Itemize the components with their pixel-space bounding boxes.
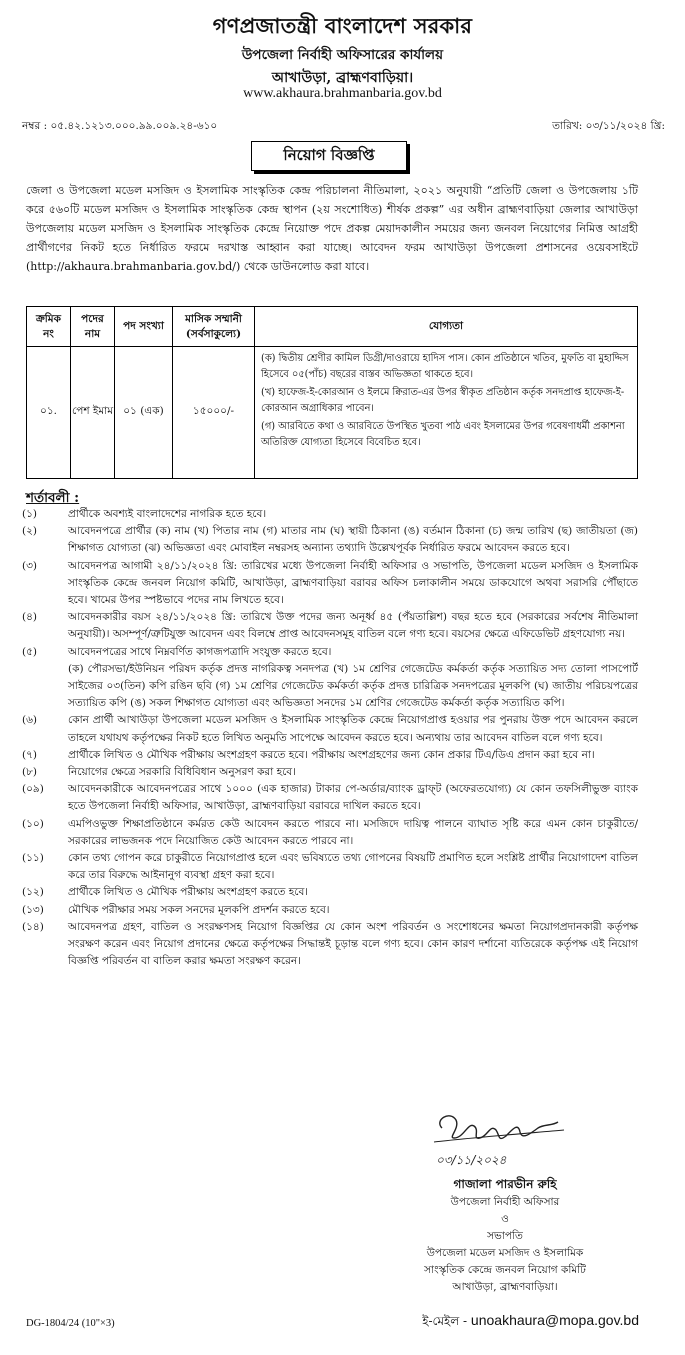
qualification-item: (খ) হাফেজ-ই-কোরআন ও ইলমে ক্বিরাত-এর উপর স্বীকৃত প্রতিষ্ঠান কর্তৃক সনদপ্রাপ্ত হাফেজ-ই-কোরআন অগ্রাধিকার পাবেন।: [261, 386, 625, 415]
condition-number: (১০): [22, 817, 44, 830]
condition-number: (২): [22, 525, 38, 538]
condition-number: (৫): [22, 645, 38, 658]
cell-post-name: পেশ ইমাম: [71, 347, 115, 479]
email-line: [422, 1312, 639, 1333]
cell-serial: ০১.: [27, 347, 71, 479]
condition-number: (১৩): [22, 903, 44, 916]
email-label: ই-মেইল -: [422, 1314, 468, 1328]
condition-number: (১): [22, 508, 38, 520]
signer-and: ও: [501, 1213, 509, 1225]
condition-item: [22, 781, 638, 815]
condition-text: প্রার্থীকে লিখিত ও মৌখিক পরীক্ষায় অংশগ্রহণ করতে হবে।: [68, 886, 309, 899]
condition-item: [22, 902, 638, 919]
condition-item: [22, 884, 638, 901]
committee-line-1: উপজেলা মডেল মসজিদ ও ইসলামিক: [426, 1247, 584, 1259]
memo-number: নম্বর : ০৫.৪২.১২১৩.০০০.৯৯.০০৯.২৪-৬১০: [22, 120, 218, 132]
condition-item: [22, 506, 638, 523]
condition-item: [22, 523, 638, 557]
condition-number: (৮): [22, 766, 38, 779]
header-post-name: পদের নাম: [71, 307, 115, 347]
header-post-count: পদ সংখ্যা: [115, 307, 173, 347]
header-serial: ক্রমিক নং: [27, 307, 71, 347]
condition-text: এমপিওভুক্ত শিক্ষাপ্রতিষ্ঠানে কর্মরত কেউ আবেদন করতে পারবে না। মসজিদে দায়িত্ব পালনে ব্যাঘাত সৃষ্টি করে এমন কোন চাকুরীতে/সরকারের লাভজনক পদে নিয়োজিত কেউ আবেদন করতে পারবে না।: [68, 817, 638, 847]
posts-table: [26, 306, 638, 479]
condition-number: (১১): [22, 852, 44, 865]
cell-salary: ১৫০০০/-: [173, 347, 255, 479]
website-link[interactable]: www.akhaura.brahmanbaria.gov.bd: [243, 86, 442, 101]
handwritten-signature: [428, 1108, 568, 1170]
condition-item: [22, 558, 638, 610]
condition-text: আবেদনপত্র আগামী ২৪/১১/২০২৪ খ্রি: তারিখের মধ্যে উপজেলা নির্বাহী অফিসার ও সভাপতি, উপজেলা মডেল মসজিদ ও ইসলামিক সাংস্কৃতিক কেন্দ্রে জনবল নিয়োগ কমিটি, আখাউড়া, ব্রাহ্মণবাড়িয়া বরাবর অফিস চলাকালীন সময়ে ডাকযোগে অথবা সরাসরি পৌঁছাতে হবে। খামের উপর স্পষ্টভাবে পদের নাম লিখতে হবে।: [68, 559, 638, 607]
condition-text: আবেদনকারীকে আবেদনপত্রের সাথে ১০০০ (এক হাজার) টাকার পে-অর্ডার/ব্যাংক ড্রাফ্‌ট (অফেরতযোগ্য) যে কোন তফসিলীভুক্ত ব্যাংক হতে উপজেলা নির্বাহী অফিসার, আখাউড়া, ব্রাহ্মণবাড়িয়া বরাবরে দাখিল করতে হবে।: [68, 783, 638, 813]
cell-post-count: ০১ (এক): [115, 347, 173, 479]
cell-qualifications: [255, 347, 638, 479]
signer-designation: উপজেলা নির্বাহী অফিসার: [450, 1196, 560, 1208]
condition-text: আবেদনপত্রে প্রার্থীর (ক) নাম (খ) পিতার নাম (গ) মাতার নাম (ঘ) স্থায়ী ঠিকানা (ঙ) বর্তমান ঠিকানা (চ) জন্ম তারিখ (ছ) জাতীয়তা (জ) শিক্ষাগত যোগ্যতা (ঝ) অভিজ্ঞতা এবং মোবাইল নম্বরসহ অন্যান্য তথ্যাদি উল্লেখপূর্বক নির্ধারিত ফরমে আবেদন করতে হবে।: [68, 525, 638, 555]
qualification-item: (গ) আরবিতে কথা ও আরবিতে উপস্থিত খুতবা পাঠ এবং ইসলামের উপর গবেষণাধর্মী প্রকাশনা অতিরিক্ত যোগ্যতা হিসেবে বিবেচিত হবে।: [261, 420, 625, 449]
location-heading: আখাউড়া, ব্রাহ্মণবাড়িয়া।: [271, 70, 414, 86]
condition-text: প্রার্থীকে লিখিত ও মৌখিক পরীক্ষায় অংশগ্রহণ করতে হবে। পরীক্ষায় অংশগ্রহণের জন্য কোন প্রকার টিএ/ডিএ প্রদান করা হবে না।: [68, 748, 595, 761]
condition-text: প্রার্থীকে অবশ্যই বাংলাদেশের নাগরিক হতে হবে।: [68, 508, 267, 520]
committee-line-2: সাংস্কৃতিক কেন্দ্রে জনবল নিয়োগ কমিটি: [424, 1264, 586, 1276]
condition-text: নিয়োগের ক্ষেত্রে সরকারি বিধিবিধান অনুসরণ করা হবে।: [68, 766, 296, 779]
condition-text: আবেদনপত্রের সাথে নিম্নবর্ণিত কাগজপত্রাদি সংযুক্ত করতে হবে। (ক) পৌরসভা/ইউনিয়ন পরিষদ কর্তৃক প্রদত্ত নাগরিকত্ব সনদপত্র (খ) ১ম শ্রেণির গেজেটেড কর্মকর্তা কর্তৃক সত্যায়িত সদ্য তোলা পাসপোর্ট সাইজের ০৩(তিন) কপি রঙিন ছবি (গ) ১ম শ্রেণির গেজেটেড কর্মকর্তা কর্তৃক প্রদত্ত চারিত্রিক সনদপত্রের মূলকপি (ঘ) জাতীয় পরিচয়পত্রের সত্যায়িত কপি (ঙ) সকল শিক্ষাগত যোগ্যতা এবং অভিজ্ঞতা সনদের ১ম শ্রেণির গেজেটেড কর্মকর্তা কর্তৃক সত্যায়িত কপি।: [68, 645, 638, 710]
email-address[interactable]: unoakhaura@mopa.gov.bd: [470, 1312, 639, 1328]
government-heading: গণপ্রজাতন্ত্রী বাংলাদেশ সরকার: [212, 13, 473, 38]
condition-item: [22, 919, 638, 971]
qualification-item: (ক) দ্বিতীয় শ্রেণীর কামিল ডিগ্রী/দাওরায়ে হাদিস পাস। কোন প্রতিষ্ঠানে খতিব, মুফতি বা মুহাদ্দিস হিসেবে ০৫(পাঁচ) বছরের বাস্তব অভিজ্ঞতা থাকতে হবে।: [261, 353, 629, 381]
condition-item: [22, 644, 638, 713]
condition-number: (০৯): [22, 783, 44, 796]
condition-text: কোন তথ্য গোপন করে চাকুরীতে নিয়োগপ্রাপ্ত হলে এবং ভবিষ্যতে তথ্য গোপনের বিষয়টি প্রমাণিত হলে সংশ্লিষ্ট প্রার্থীর নিয়োগাদেশ বাতিল করে তার বিরুদ্ধে আইনানুগ ব্যবস্থা গ্রহণ করা হবে।: [68, 852, 638, 882]
conditions-list: [22, 506, 638, 970]
memo-date: তারিখ: ০৩/১১/২০২৪ খ্রি:: [552, 120, 665, 132]
header-qualification: যোগ্যতা: [255, 307, 638, 347]
intro-paragraph: জেলা ও উপজেলা মডেল মসজিদ ও ইসলামিক সাংস্কৃতিক কেন্দ্র পরিচালনা নীতিমালা, ২০২১ অনুযায়ী “প্রতিটি জেলা ও উপজেলায় ১টি করে ৫৬০টি মডেল মসজিদ ও ইসলামিক সাংস্কৃতিক কেন্দ্র স্থাপন (২য় সংশোধিত) শীর্ষক প্রকল্প” এর অধীন ব্রাহ্মণবাড়িয়া জেলার আখাউড়া উপজেলায় মডেল মসজিদ ও ইসলামিক সাংস্কৃতিক কেন্দ্রে নিয়োক্ত পদে প্রকল্প মেয়াদকালীন সময়ের জন্য জনবল নিয়োগের নিমিত্ত আগ্রহী প্রার্থীগণের নিকট হতে নির্ধারিত ফরমে দরখাস্ত আহ্বান করা যাচ্ছে। আবেদন ফরম আখাউড়া উপজেলা প্রশাসনের ওয়েবসাইটে (http://akhaura.brahmanbaria.gov.bd/) থেকে ডাউনলোড করা যাবে।: [26, 184, 638, 273]
condition-text: আবেদনকারীর বয়স ২৪/১১/২০২৪ খ্রি: তারিখে উক্ত পদের জন্য অনূর্ধ্ব ৪৫ (পঁয়তাল্লিশ) বছর হতে হবে (সরকারের সর্বশেষ নীতিমালা অনুযায়ী)। অসম্পূর্ণ/ত্রুটিযুক্ত আবেদন এবং বিলম্বে প্রাপ্ত আবেদনসমূহ বাতিল বলে গণ্য হবে। বয়সের ক্ষেত্রে এফিডেভিট গ্রহণযোগ্য নয়।: [68, 611, 638, 641]
conditions-title: শর্তাবলী :: [26, 490, 80, 506]
condition-item: [22, 850, 638, 884]
signer-role: সভাপতি: [487, 1230, 523, 1242]
table-header-row: [27, 307, 638, 347]
notice-title: নিয়োগ বিজ্ঞপ্তি: [251, 141, 407, 171]
condition-number: (৩): [22, 559, 38, 572]
table-row: [27, 347, 638, 479]
condition-number: (১২): [22, 886, 44, 899]
condition-number: (৬): [22, 714, 38, 727]
condition-text: মৌখিক পরীক্ষার সময় সকল সনদের মূলকপি প্রদর্শন করতে হবে।: [68, 903, 330, 916]
condition-item: [22, 712, 638, 746]
condition-number: (৭): [22, 748, 38, 761]
condition-item: [22, 609, 638, 643]
condition-number: (৪): [22, 611, 38, 624]
signer-place: আখাউড়া, ব্রাহ্মণবাড়িয়া।: [452, 1281, 558, 1293]
condition-item: [22, 764, 638, 781]
condition-item: [22, 747, 638, 764]
signature-block: [360, 1194, 650, 1296]
office-heading: উপজেলা নির্বাহী অফিসারের কার্যালয়: [241, 47, 444, 63]
condition-item: [22, 816, 638, 850]
condition-number: (১৪): [22, 920, 44, 933]
header-salary: মাসিক সম্মানী (সর্বসাকুল্যে): [173, 307, 255, 347]
signature-date: ০৩/১১/২০২৪: [436, 1153, 507, 1167]
condition-text: কোন প্রার্থী আখাউড়া উপজেলা মডেল মসজিদ ও ইসলামিক সাংস্কৃতিক কেন্দ্রে নিয়োগপ্রাপ্ত হওয়ার পর পুনরায় উক্ত পদে আবেদন করলে তাহলে যথাযথ কর্তৃপক্ষের নিকট হতে লিখিত অনুমতি সাপেক্ষে আবেদন করতে হবে। অন্যথায় তার আবেদন বাতিল বলে গণ্য হবে।: [68, 714, 638, 744]
footer-code: DG-1804/24 (10"×3): [26, 1318, 115, 1329]
condition-text: আবেদনপত্র গ্রহণ, বাতিল ও সংরক্ষণসহ নিয়োগ বিজ্ঞপ্তির যে কোন অংশ পরিবর্তন ও সংশোধনের ক্ষমতা নিয়োগপ্রদানকারী কর্তৃপক্ষ সংরক্ষণ করেন এবং নিয়োগ প্রদানের ক্ষেত্রে কর্তৃপক্ষের সিদ্ধান্তই চূড়ান্ত বলে গণ্য হবে। কোন কারণ দর্শানো ব্যতিরেকে কর্তৃপক্ষ এই নিয়োগ বিজ্ঞপ্তি পরিবর্তন বা বাতিল করার ক্ষমতা সংরক্ষণ করেন।: [68, 920, 638, 968]
signer-name: গাজালা পারভীন রুহি: [453, 1177, 557, 1191]
